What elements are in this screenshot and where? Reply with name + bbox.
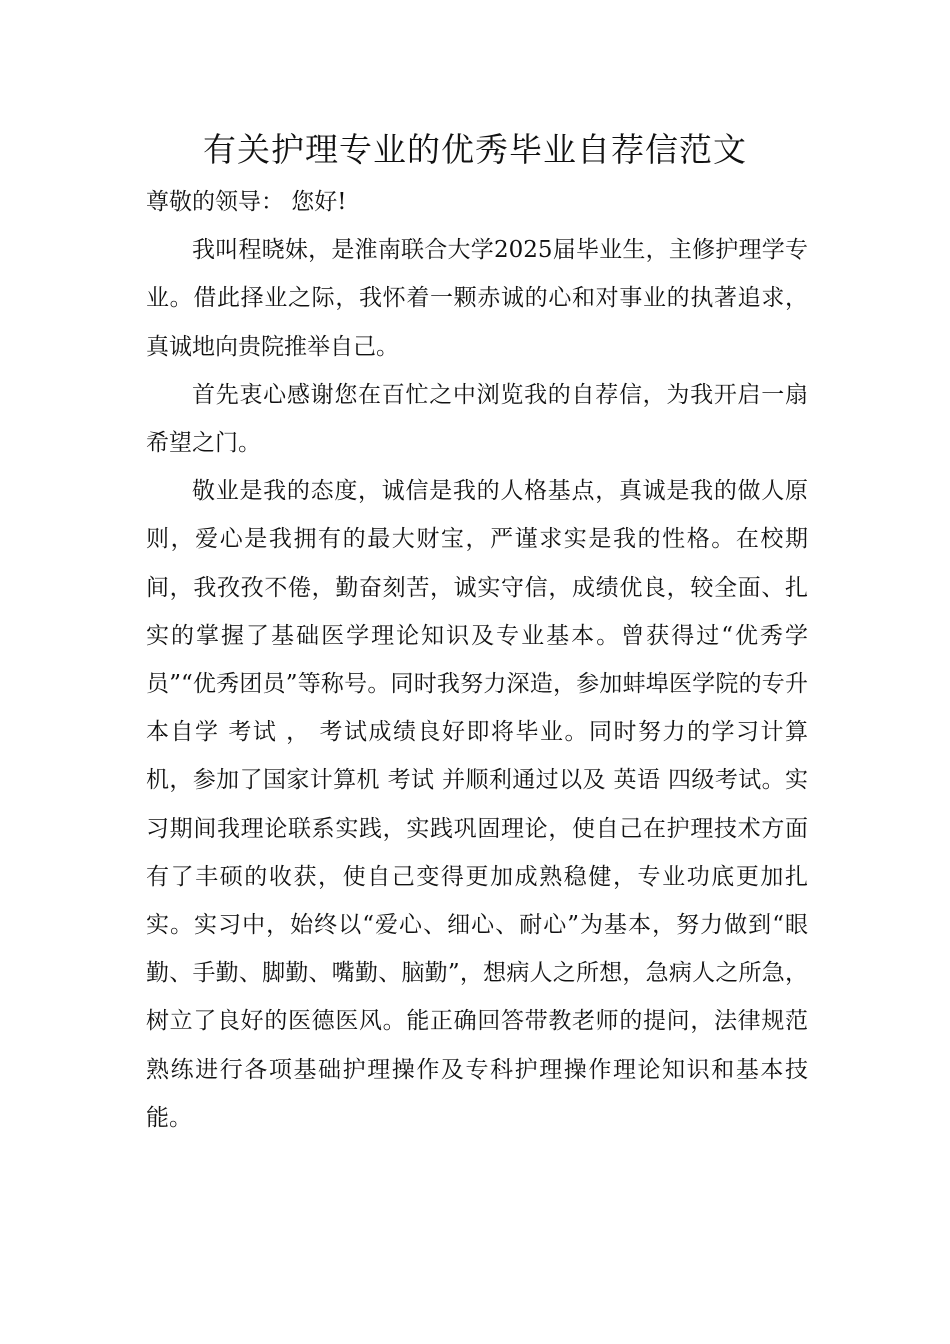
salutation: 尊敬的领导： 您好!: [146, 189, 347, 215]
paragraph-intro: 我叫程晓妹，是淮南联合大学2025届毕业生，主修护理学专业。借此择业之际，我怀着一颗赤诚的心和对事业的执著追求，真诚地向贵院推举自己。: [146, 237, 808, 360]
paragraph-thanks: 首先衷心感谢您在百忙之中浏览我的自荐信，为我开启一扇希望之门。: [146, 381, 808, 457]
paragraph-qualifications: 敬业是我的态度，诚信是我的人格基点，真诚是我的做人原则，爱心是我拥有的最大财宝，严谨求实是我的性格。在校期间，我孜孜不倦，勤奋刻苦，诚实守信，成绩优良，较全面、扎实的掌握了基础医学理论知识及专业基本。曾获得过“优秀学员”“优秀团员”等称号。同时我努力深造，参加蚌埠医学院的专升本自学 考试 ， 考试成绩良好即将毕业。同时努力的学习计算机，参加了国家计算机 考试 并顺利通过以及 英语 四级考试。实习期间我理论联系实践，实践巩固理论，使自己在护理技术方面有了丰硕的收获，使自己变得更加成熟稳健，专业功底更加扎实。实习中，始终以“爱心、细心、耐心”为基本，努力做到“眼勤、手勤、脚勤、嘴勤、脑勤”，想病人之所想，急病人之所急，树立了良好的医德医风。能正确回答带教老师的提问，法律规范熟练进行各项基础护理操作及专科护理操作理论知识和基本技能。: [146, 478, 808, 1131]
document-body: [146, 178, 808, 1142]
document-title: 有关护理专业的优秀毕业自荐信范文: [203, 130, 747, 169]
